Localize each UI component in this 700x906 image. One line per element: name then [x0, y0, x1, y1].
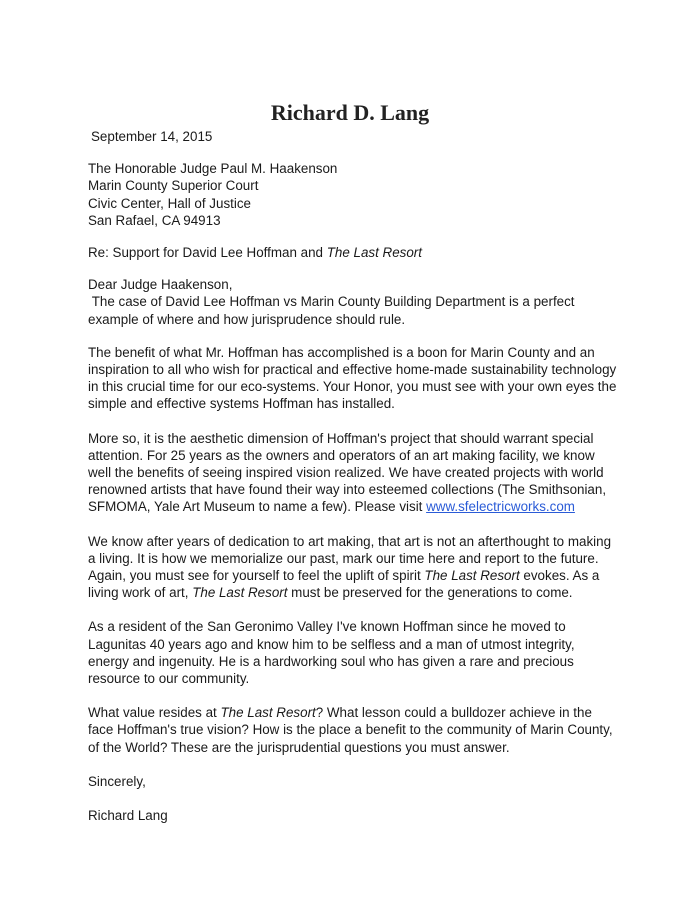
paragraph-5: As a resident of the San Geronimo Valley I've known Hoffman since he moved to Lagunitas 40 years ago and know him to be selfless and a man of utmost integrity, energy and ingenuity. He is a hardworking soul who has given a rare and precious resource to our community. — [88, 619, 575, 687]
address-line: The Honorable Judge Paul M. Haakenson — [88, 161, 338, 177]
paragraph-4-title-2: The Last Resort — [192, 585, 288, 601]
salutation: Dear Judge Haakenson, — [88, 277, 233, 293]
paragraph-4-part-a: We know after years of dedication to art making, that art is not an afterthought to making a living. It is how we memorialize our past, mark our time here and report to the future. Again, you must see for yourself to feel the uplift of spirit — [88, 533, 612, 584]
paragraph-6-title: The Last Resort — [220, 705, 316, 721]
subject-prefix: Re: Support for David Lee Hoffman and — [88, 245, 327, 261]
paragraph-3-text: More so, it is the aesthetic dimension of Hoffman's project that should warrant special attention. For 25 years as the owners and operators of an art making facility, we know well the benefits of seeing inspired vision realized. We have created projects with world renowned artists that have found their way into esteemed collections (The Smithsonian, SFMOMA, Yale Art Museum to name a few). Please visit — [88, 430, 607, 515]
address-line: Marin County Superior Court — [88, 178, 259, 194]
signature: Richard Lang — [88, 808, 168, 824]
paragraph-4-part-c: must be preserved for the generations to come. — [287, 585, 573, 601]
paragraph-4-part-b: evokes. As a living work of art, — [88, 568, 600, 601]
address-line: San Rafael, CA 94913 — [88, 212, 221, 228]
letterhead-name: Richard D. Lang — [270, 100, 430, 125]
subject-line — [88, 244, 618, 261]
paragraph-1: The case of David Lee Hoffman vs Marin County Building Department is a perfect example of where and how jurisprudence should rule. — [88, 294, 579, 327]
letter-date: September 14, 2015 — [91, 129, 213, 144]
website-link[interactable]: www.sfelectricworks.com — [426, 499, 575, 515]
address-line: Civic Center, Hall of Justice — [88, 195, 251, 211]
salutation-block — [88, 276, 618, 328]
subject-title: The Last Resort — [326, 245, 422, 261]
letter-body — [88, 128, 618, 824]
paragraph-3 — [88, 430, 618, 516]
paragraph-2: The benefit of what Mr. Hoffman has accomplished is a boon for Marin County and an inspiration to all who wish for practical and effective home-made sustainability technology in this crucial time for our eco-systems. Your Honor, you must see with your own eyes the simple and effective systems Hoffman has installed. — [88, 344, 617, 412]
paragraph-6 — [88, 704, 618, 756]
paragraph-6-part-b: ? What lesson could a bulldozer achieve in the face Hoffman's true vision? How is the place a benefit to the community of Marin County, of the World? These are the jurisprudential questions you must answer. — [88, 705, 613, 755]
paragraph-6-part-a: What value resides at — [88, 705, 221, 721]
paragraph-4 — [88, 533, 618, 602]
closing: Sincerely, — [88, 773, 146, 789]
paragraph-4-title-1: The Last Resort — [424, 568, 520, 584]
